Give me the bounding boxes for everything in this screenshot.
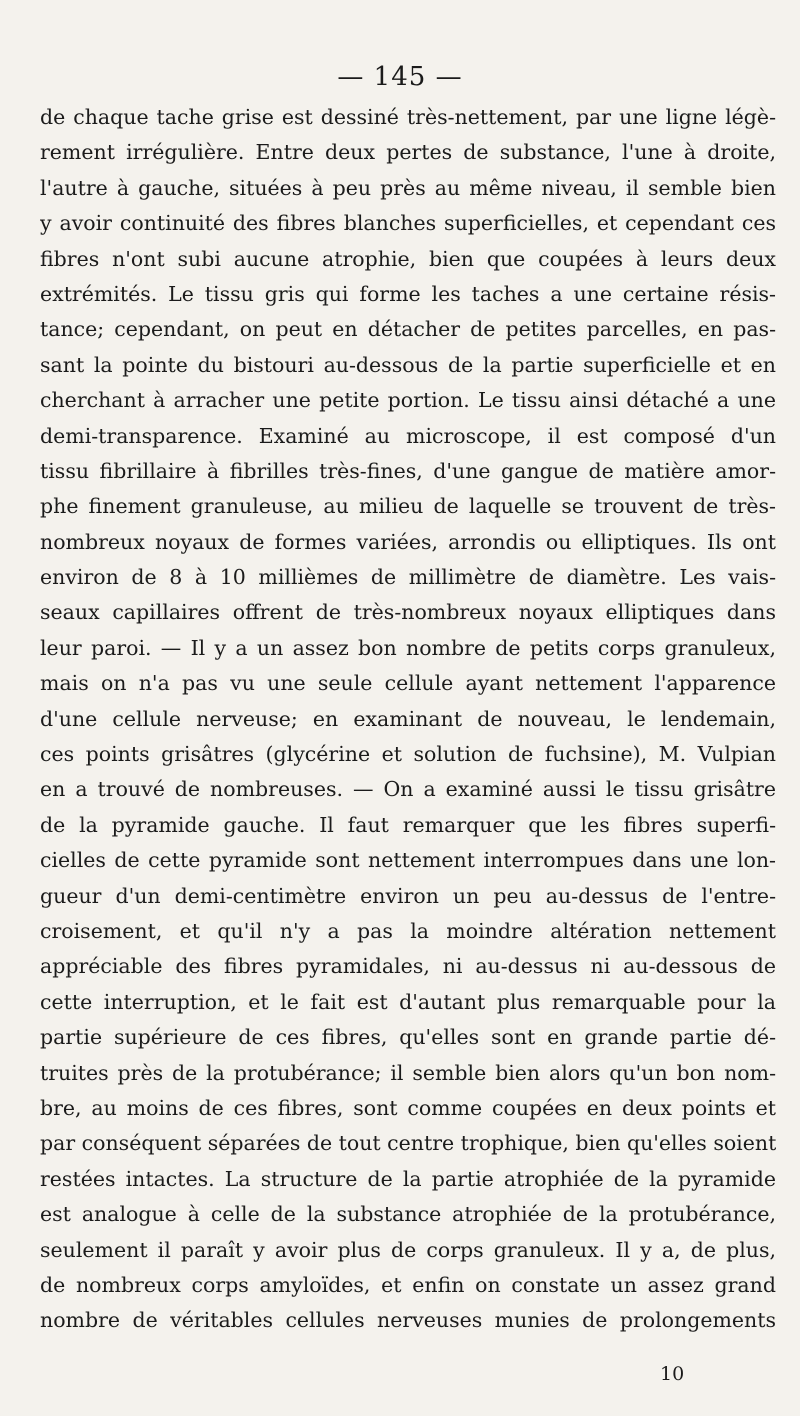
text-line: partie supérieure de ces fibres, qu'elles sont en grande partie dé-	[40, 1025, 776, 1050]
text-line: truites près de la protubérance; il semble bien alors qu'un bon nom-	[40, 1060, 776, 1085]
text-line: nombre de véritables cellules nerveuses munies de prolongements	[40, 1308, 776, 1333]
text-line: fibres n'ont subi aucune atrophie, bien que coupées à leurs deux	[40, 246, 776, 271]
text-line: phe finement granuleuse, au milieu de laquelle se trouvent de très-	[40, 494, 776, 519]
text-line: y avoir continuité des fibres blanches superficielles, et cependant ces	[40, 211, 776, 236]
text-line: en a trouvé de nombreuses. — On a examiné aussi le tissu grisâtre	[40, 777, 776, 802]
text-line: d'une cellule nerveuse; en examinant de nouveau, le lendemain,	[40, 706, 776, 731]
text-line: bre, au moins de ces fibres, sont comme coupées en deux points et	[40, 1095, 776, 1120]
text-line: est analogue à celle de la substance atrophiée de la protubérance,	[40, 1202, 776, 1227]
text-line: rement irrégulière. Entre deux pertes de substance, l'une à droite,	[40, 140, 776, 165]
text-line: seulement il paraît y avoir plus de corps granuleux. Il y a, de plus,	[40, 1237, 776, 1262]
body-text	[40, 100, 776, 1339]
signature-mark: 10	[660, 1363, 685, 1385]
page-number: — 145 —	[337, 62, 463, 92]
text-line: restées intactes. La structure de la partie atrophiée de la pyramide	[40, 1166, 776, 1191]
text-line: mais on n'a pas vu une seule cellule ayant nettement l'apparence	[40, 671, 776, 696]
text-line: de chaque tache grise est dessiné très-nettement, par une ligne légè-	[40, 105, 776, 129]
text-line: cette interruption, et le fait est d'autant plus remarquable pour la	[40, 989, 776, 1014]
text-line: tissu fibrillaire à fibrilles très-fines, d'une gangue de matière amor-	[40, 458, 776, 483]
text-line: extrémités. Le tissu gris qui forme les taches a une certaine résis-	[40, 281, 776, 306]
text-line: l'autre à gauche, situées à peu près au même niveau, il semble bien	[40, 175, 776, 200]
text-line: ces points grisâtres (glycérine et solution de fuchsine), M. Vulpian	[40, 742, 776, 767]
text-line: tance; cependant, on peut en détacher de petites parcelles, en pas-	[40, 317, 776, 342]
text-line: croisement, et qu'il n'y a pas la moindre altération nettement	[40, 918, 776, 943]
text-line: cherchant à arracher une petite portion. Le tissu ainsi détaché a une	[40, 388, 776, 413]
text-line: leur paroi. — Il y a un assez bon nombre de petits corps granuleux,	[40, 635, 776, 660]
text-line: cielles de cette pyramide sont nettement interrompues dans une lon-	[40, 848, 776, 873]
text-line: de la pyramide gauche. Il faut remarquer que les fibres superfi-	[40, 812, 776, 837]
text-line: demi-transparence. Examiné au microscope, il est composé d'un	[40, 423, 776, 448]
text-line: de nombreux corps amyloïdes, et enfin on constate un assez grand	[40, 1272, 776, 1297]
text-line: par conséquent séparées de tout centre trophique, bien qu'elles soient	[40, 1131, 776, 1156]
text-line: appréciable des fibres pyramidales, ni au-dessus ni au-dessous de	[40, 954, 776, 979]
text-line: seaux capillaires offrent de très-nombreux noyaux elliptiques dans	[40, 600, 776, 625]
text-line: gueur d'un demi-centimètre environ un peu au-dessus de l'entre-	[40, 883, 776, 908]
text-line: nombreux noyaux de formes variées, arrondis ou elliptiques. Ils ont	[40, 529, 776, 554]
text-line: environ de 8 à 10 millièmes de millimètre de diamètre. Les vais-	[40, 565, 776, 590]
text-line: sant la pointe du bistouri au-dessous de la partie superficielle et en	[40, 352, 776, 377]
